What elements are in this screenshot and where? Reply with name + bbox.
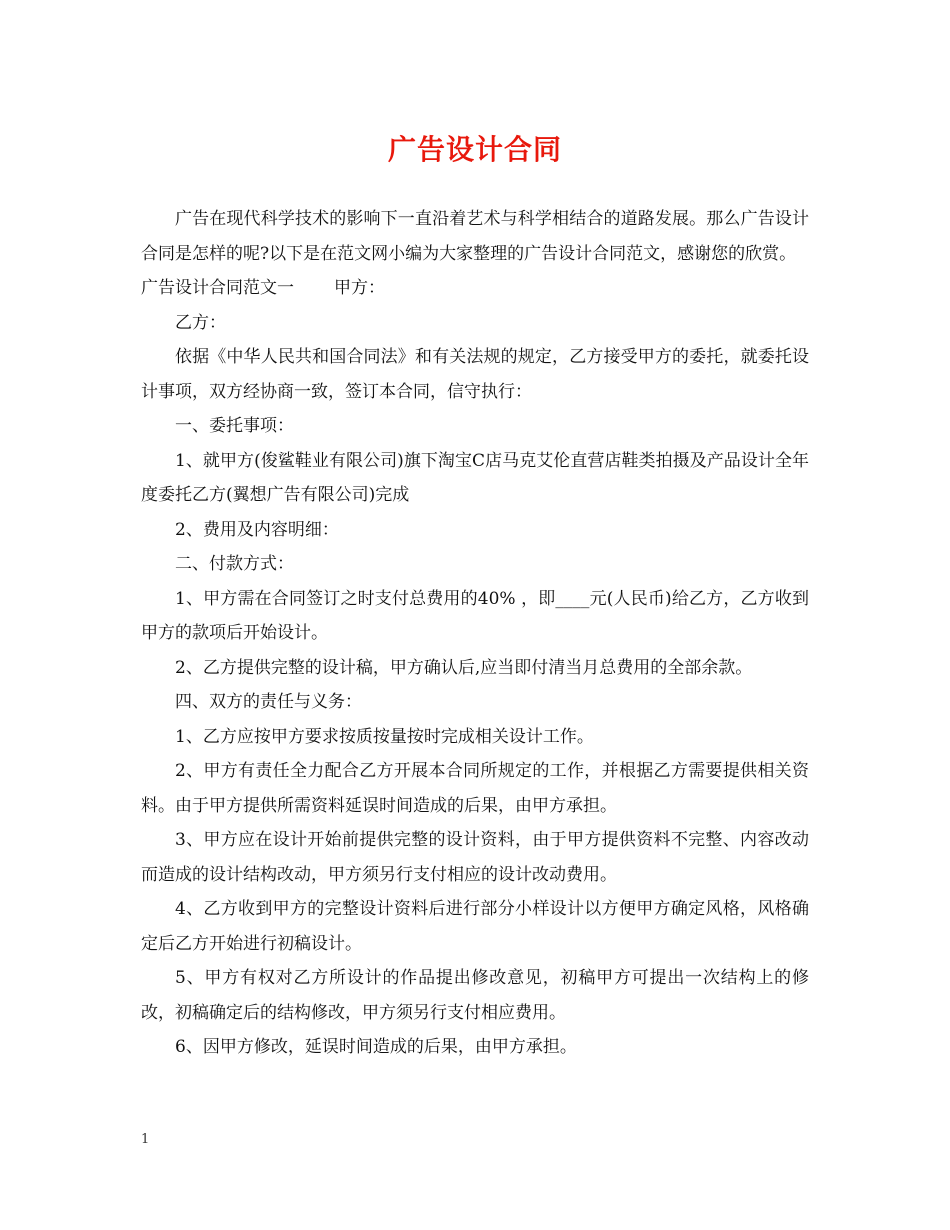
sample-label: 广告设计合同范文一 (141, 278, 294, 298)
intro-paragraph: 广告在现代科学技术的影响下一直沿着艺术与科学相结合的道路发展。那么广告设计合同是怎样的呢?以下是在范文网小编为大家整理的广告设计合同范文，感谢您的欣赏。 (141, 209, 809, 264)
paragraph-duties-2: 2、甲方有责任全力配合乙方开展本合同所规定的工作，并根据乙方需要提供相关资料。由于甲方提供所需资料延误时间造成的后果，由甲方承担。 (141, 761, 809, 816)
section-heading-duties: 四、双方的责任与义务： (175, 692, 362, 712)
party-a-label: 甲方： (334, 278, 385, 298)
paragraph-entrustment-1: 1、就甲方(俊鲨鞋业有限公司)旗下淘宝C店马克艾伦直营店鞋类拍摄及产品设计全年度委托乙方(翼想广告有限公司)完成 (141, 450, 809, 505)
paragraph-payment-2: 2、乙方提供完整的设计稿，甲方确认后,应当即付清当月总费用的全部余款。 (175, 657, 753, 678)
sample-header-line (141, 271, 809, 306)
paragraph-entrustment-2: 2、费用及内容明细： (175, 519, 339, 540)
party-b-label: 乙方： (175, 312, 226, 333)
paragraph-duties-5: 5、甲方有权对乙方所设计的作品提出修改意见，初稿甲方可提出一次结构上的修改，初稿确定后的结构修改，甲方须另行支付相应费用。 (141, 968, 809, 1023)
paragraph-duties-4: 4、乙方收到甲方的完整设计资料后进行部分小样设计以方便甲方确定风格，风格确定后乙方开始进行初稿设计。 (141, 899, 809, 954)
section-heading-entrustment: 一、委托事项： (175, 416, 294, 436)
paragraph-duties-1: 1、乙方应按甲方要求按质按量按时完成相关设计工作。 (175, 726, 594, 747)
document-title: 广告设计合同 (387, 133, 562, 166)
paragraph-payment-1: 1、甲方需在合同签订之时支付总费用的40% ，即____元(人民币)给乙方，乙方收到甲方的款项后开始设计。 (141, 588, 809, 643)
paragraph-duties-6: 6、因甲方修改，延误时间造成的后果，由甲方承担。 (175, 1037, 577, 1057)
page-number: 1 (141, 1132, 150, 1147)
paragraph-duties-3: 3、甲方应在设计开始前提供完整的设计资料，由于甲方提供资料不完整、内容改动而造成的设计结构改动，甲方须另行支付相应的设计改动费用。 (141, 830, 809, 885)
paragraph-basis: 依据《中华人民共和国合同法》和有关法规的规定，乙方接受甲方的委托，就委托设计事项，双方经协商一致，签订本合同，信守执行： (141, 347, 809, 402)
document-body (141, 202, 809, 1065)
section-heading-payment: 二、付款方式： (175, 554, 294, 574)
